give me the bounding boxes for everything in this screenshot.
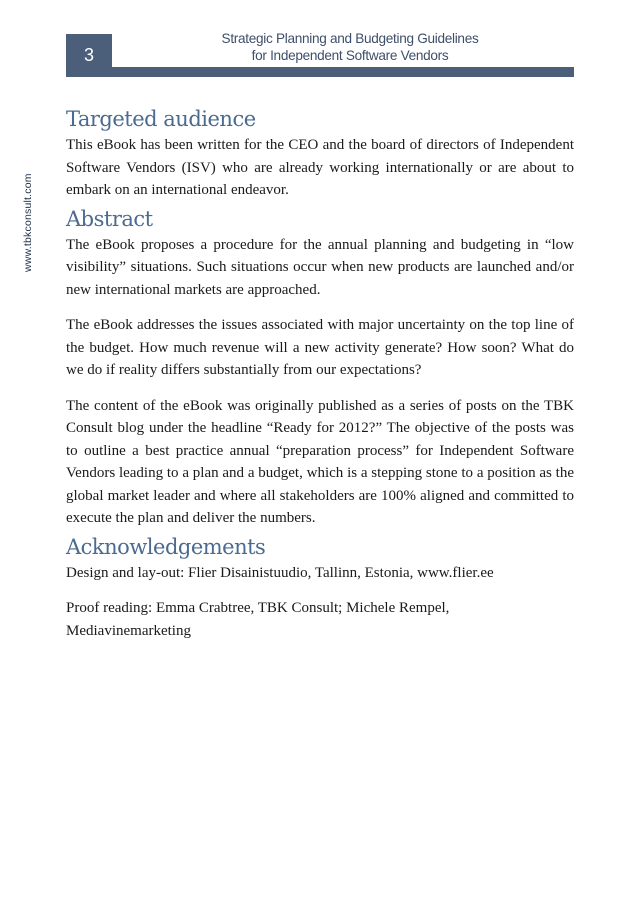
paragraph-design-credit: Design and lay-out: Flier Disainistuudio, Tallinn, Estonia, www.flier.ee	[66, 564, 494, 581]
paragraph-abstract-2: The eBook addresses the issues associated with major uncertainty on the top line of the budget. How much revenue will a new activity generate? How soon? What do we do if reality differs substantially from our expectations?	[66, 317, 574, 378]
running-header-title	[160, 30, 540, 64]
proof-reading-line-1: Proof reading: Emma Crabtree, TBK Consult; Michele Rempel,	[66, 600, 450, 616]
section-acknowledgements	[66, 532, 574, 643]
website-url-vertical	[22, 142, 36, 272]
section-targeted-audience	[66, 104, 574, 202]
website-url-text: www.tbkconsult.com	[22, 173, 34, 272]
heading-abstract: Abstract	[66, 206, 153, 231]
header-bar	[66, 67, 574, 77]
section-abstract	[66, 204, 574, 530]
header-title-line-2: for Independent Software Vendors	[251, 48, 449, 63]
paragraph-abstract-3: The content of the eBook was originally published as a series of posts on the TBK Consult blog under the headline “Ready for 2012?” The objective of the posts was to outline a best practice annual “preparation process” for Independent Software Vendors leading to a plan and a budget, which is a stepping stone to a position as the global market leader and where all stakeholders are 100% aligned and committed to execute the plan and deliver the numbers.	[66, 397, 574, 526]
heading-acknowledgements: Acknowledgements	[66, 534, 266, 559]
header-title-line-1: Strategic Planning and Budgeting Guidelines	[221, 31, 479, 46]
paragraph-audience: This eBook has been written for the CEO and the board of directors of Independent Software Vendors (ISV) who are already working internationally or are about to embark on an international endeavor.	[66, 137, 574, 198]
heading-targeted-audience: Targeted audience	[66, 107, 256, 131]
paragraph-abstract-1: The eBook proposes a procedure for the annual planning and budgeting in “low visibility” situations. Such situations occur when new products are launched and/or new international markets are approached.	[66, 236, 574, 298]
proof-reading-line-2: Mediavinemarketing	[66, 622, 191, 639]
page-number-badge: 3	[66, 34, 112, 77]
paragraph-proof-reading	[66, 597, 574, 642]
page-content	[66, 104, 574, 642]
